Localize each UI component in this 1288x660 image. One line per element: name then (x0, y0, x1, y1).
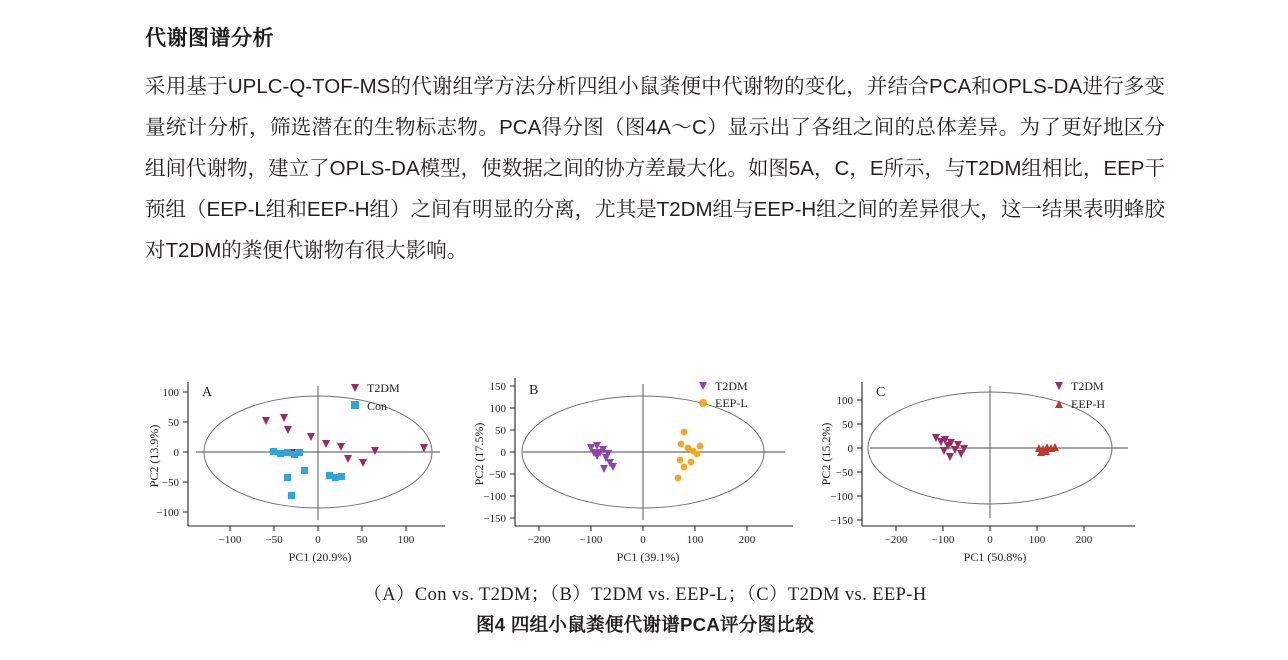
pca-panel-c (810, 368, 1150, 568)
svg-text:100: 100 (162, 387, 179, 399)
svg-text:50: 50 (168, 417, 179, 429)
svg-text:100: 100 (397, 534, 415, 546)
pca-panel-a (140, 368, 460, 568)
svg-text:−100: −100 (579, 534, 602, 546)
svg-text:100: 100 (686, 534, 703, 546)
svg-text:−200: −200 (527, 534, 550, 546)
figure-subcaption: （A）Con vs. T2DM；（B）T2DM vs. EEP-L；（C）T2DM vs. EEP-H (363, 585, 927, 605)
svg-text:−50: −50 (265, 534, 283, 546)
y-axis-label-c: PC2 (15.2%) (819, 422, 833, 486)
pca-plot-c (810, 368, 1150, 568)
x-axis-label-c: PC1 (50.8%) (963, 550, 1027, 564)
legend-marker-t2dm-b (699, 382, 707, 390)
svg-text:0: 0 (987, 534, 993, 546)
legend-label-eepl-b: EEP-L (714, 396, 748, 410)
svg-text:−50: −50 (161, 477, 179, 489)
svg-text:0: 0 (173, 447, 179, 459)
pca-panel-b (463, 368, 808, 568)
svg-text:0: 0 (639, 534, 646, 546)
svg-text:−100: −100 (830, 491, 853, 503)
legend-marker-con-a (351, 401, 359, 409)
svg-text:−50: −50 (835, 467, 853, 479)
svg-text:0: 0 (847, 443, 853, 455)
svg-text:100: 100 (836, 395, 853, 407)
x-axis-ticks-a (219, 526, 415, 546)
svg-text:50: 50 (842, 419, 853, 431)
y-axis-ticks-c (830, 395, 862, 527)
figure-4 (140, 368, 1150, 635)
legend-label-t2dm-c: T2DM (1071, 379, 1104, 393)
svg-text:200: 200 (738, 534, 755, 546)
panel-letter-b: B (528, 383, 538, 398)
x-axis-label-a: PC1 (20.9%) (288, 550, 352, 564)
svg-text:100: 100 (489, 403, 506, 415)
svg-text:200: 200 (1075, 534, 1093, 546)
y-axis-label-b: PC2 (17.5%) (471, 422, 486, 486)
panel-letter-c: C (876, 385, 886, 400)
y-axis-ticks-b (483, 381, 515, 525)
y-axis-ticks-a (156, 387, 188, 519)
series-t2dm-a (262, 414, 428, 467)
pca-plot-b (463, 368, 808, 568)
svg-text:−150: −150 (482, 513, 506, 525)
series-con-a (270, 448, 345, 499)
svg-text:−200: −200 (884, 534, 908, 546)
svg-text:−100: −100 (218, 534, 242, 546)
legend-marker-t2dm-c (1055, 382, 1063, 390)
svg-text:0: 0 (500, 447, 506, 459)
series-t2dm-b (587, 442, 617, 473)
legend-c (1055, 379, 1105, 411)
svg-text:−150: −150 (830, 515, 853, 527)
figure-caption: 图4 四组小鼠粪便代谢谱PCA评分图比较 (476, 614, 814, 635)
svg-text:100: 100 (1028, 534, 1046, 546)
legend-label-t2dm-b: T2DM (714, 379, 748, 393)
y-axis-label-a: PC2 (13.9%) (147, 424, 161, 488)
series-eepl-b (674, 429, 703, 482)
x-axis-ticks-b (527, 526, 755, 546)
x-axis-ticks-c (885, 526, 1093, 546)
legend-label-t2dm-a: T2DM (367, 381, 400, 395)
legend-label-eeph-c: EEP-H (1071, 397, 1105, 411)
x-axis-label-b: PC1 (39.1%) (616, 550, 679, 564)
legend-b (699, 379, 748, 410)
svg-text:−50: −50 (488, 469, 506, 481)
svg-text:50: 50 (356, 534, 368, 546)
legend-label-con-a: Con (367, 399, 388, 413)
svg-text:−100: −100 (931, 534, 955, 546)
svg-text:150: 150 (489, 381, 506, 393)
svg-text:−100: −100 (156, 507, 179, 519)
pca-plot-a (140, 368, 460, 568)
panel-letter-a: A (202, 385, 213, 400)
legend-marker-t2dm-a (351, 384, 359, 392)
legend-a (351, 381, 400, 413)
section-heading: 代谢图谱分析 (145, 27, 274, 50)
svg-text:0: 0 (315, 534, 321, 546)
legend-marker-eepl-b (699, 399, 707, 407)
series-t2dm-c (932, 434, 968, 461)
figure-panels (140, 368, 1150, 568)
series-eeph-c (1035, 443, 1059, 456)
svg-text:50: 50 (494, 425, 506, 437)
body-paragraph: 采用基于UPLC-Q-TOF-MS的代谢组学方法分析四组小鼠粪便中代谢物的变化，并结合PCA和OPLS-DA进行多变量统计分析，筛选潜在的生物标志物。PCA得分图（图4A～C）显示出了各组之间的总体差异。为了更好地区分组间代谢物，建立了OPLS-DA模型，使数据之间的协方差最大化。如图5A，C，E所示，与T2DM组相比，EEP干预组（EEP-L组和EEP-H组）之间有明显的分离，尤其是T2DM组与EEP-H组之间的差异很大，这一结果表明蜂胶对T2DM的粪便代谢物有很大影响。 (145, 75, 1165, 262)
svg-text:−100: −100 (482, 491, 506, 503)
